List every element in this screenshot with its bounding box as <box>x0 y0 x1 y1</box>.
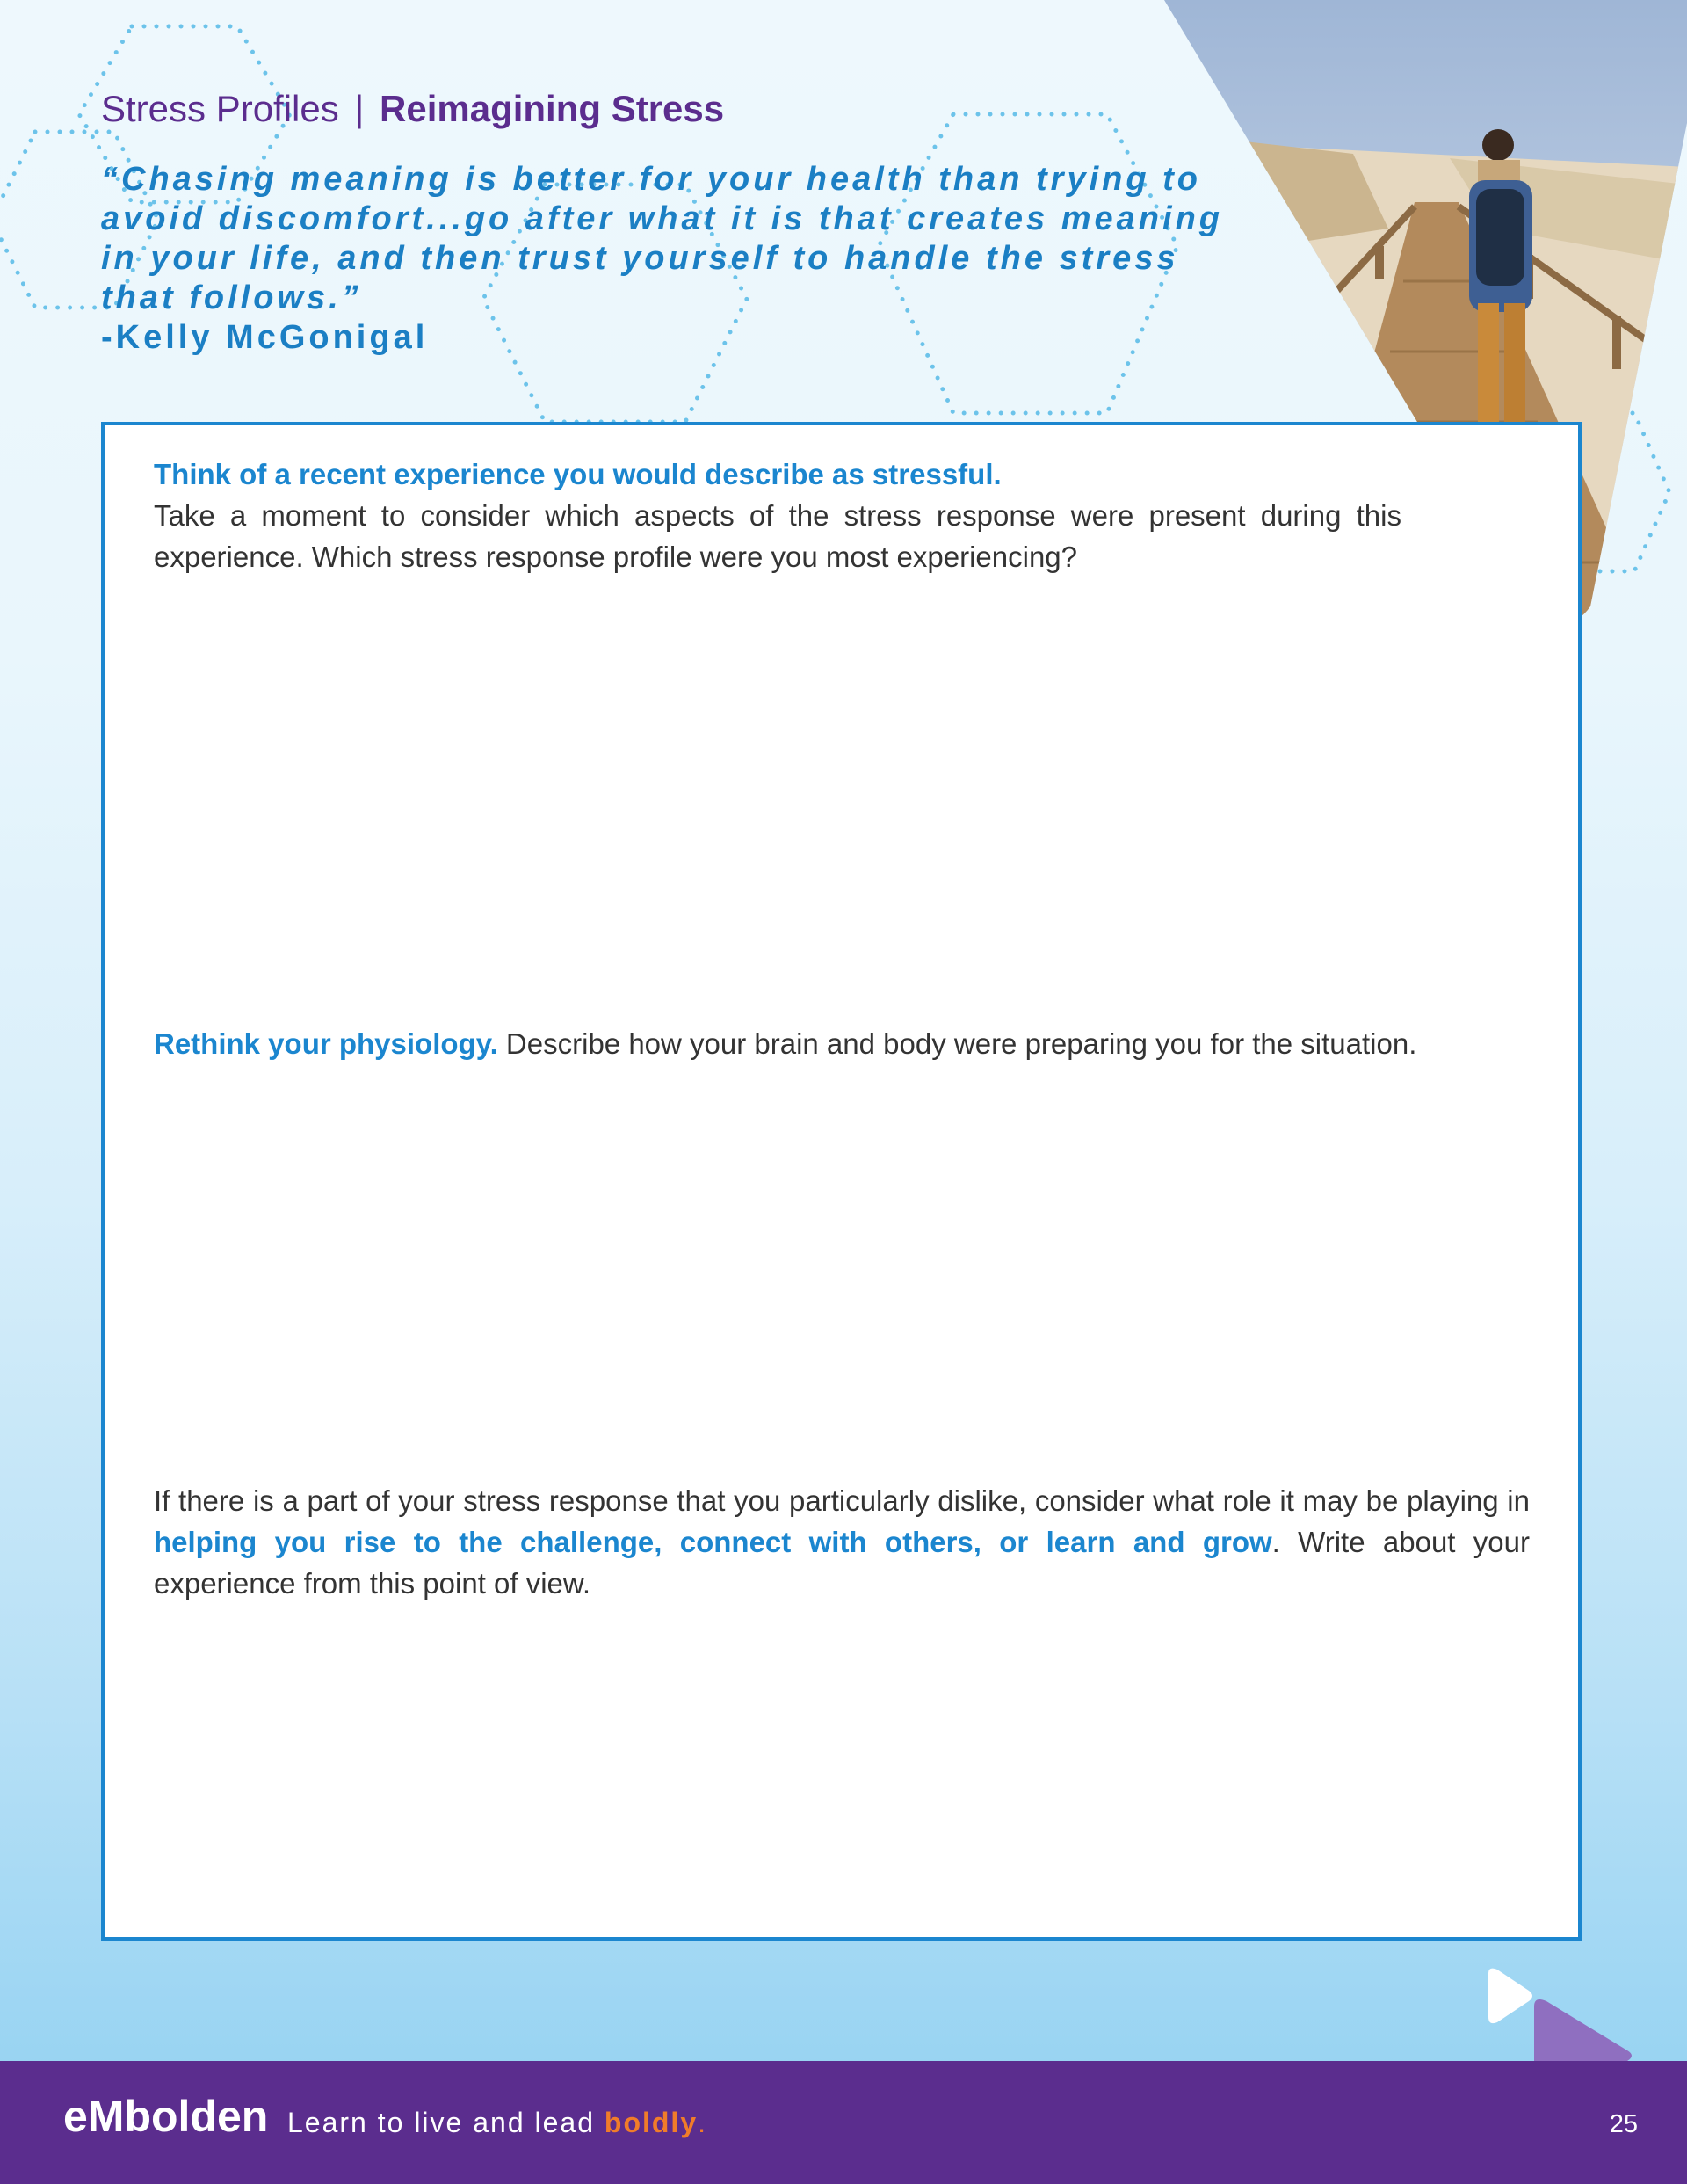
reflection-card <box>101 422 1582 1941</box>
tagline <box>287 2107 707 2139</box>
quote-text: “Chasing meaning is better for your health than trying to avoid discomfort...go after what it is that creates meaning in your life, and then trust yourself to handle the stress that follows.” <box>101 161 1223 316</box>
prompt-body: Describe how your brain and body were preparing you for the situation. <box>497 1027 1417 1060</box>
page-number: 25 <box>1609 2110 1638 2138</box>
quote-author: -Kelly McGonigal <box>101 319 429 356</box>
prompt-heading: Rethink your physiology. <box>154 1027 498 1060</box>
page-title: Reimagining Stress <box>380 88 725 129</box>
page-header <box>101 88 1226 358</box>
tagline-bold: boldly <box>604 2107 699 2138</box>
tagline-text: Learn to live and lead <box>287 2107 605 2138</box>
prompt-rethink-physiology <box>154 1023 1542 1064</box>
prompt-highlight: helping you rise to the challenge, connect with others, or learn and grow <box>154 1526 1272 1558</box>
breadcrumb <box>101 88 1226 130</box>
prompt-stress-role <box>154 1480 1530 1604</box>
prompt-recent-experience <box>154 453 1401 577</box>
prompt-heading: Think of a recent experience you would describe as stressful. <box>154 458 1002 490</box>
brand-logo: eMbolden <box>63 2092 269 2141</box>
tagline-period: . <box>698 2107 707 2138</box>
prompt-body: Take a moment to consider which aspects of the stress response were present during this experience. Which stress response profile were you most experiencing? <box>154 499 1401 573</box>
section-name: Stress Profiles <box>101 88 339 129</box>
breadcrumb-separator: | <box>354 88 365 129</box>
footer-bar <box>0 2061 1687 2184</box>
prompt-body: If there is a part of your stress response that you particularly dislike, consider what role it may be playing in <box>154 1484 1530 1517</box>
prompt-body-end: . Write about your experience from this point of view. <box>154 1526 1530 1600</box>
